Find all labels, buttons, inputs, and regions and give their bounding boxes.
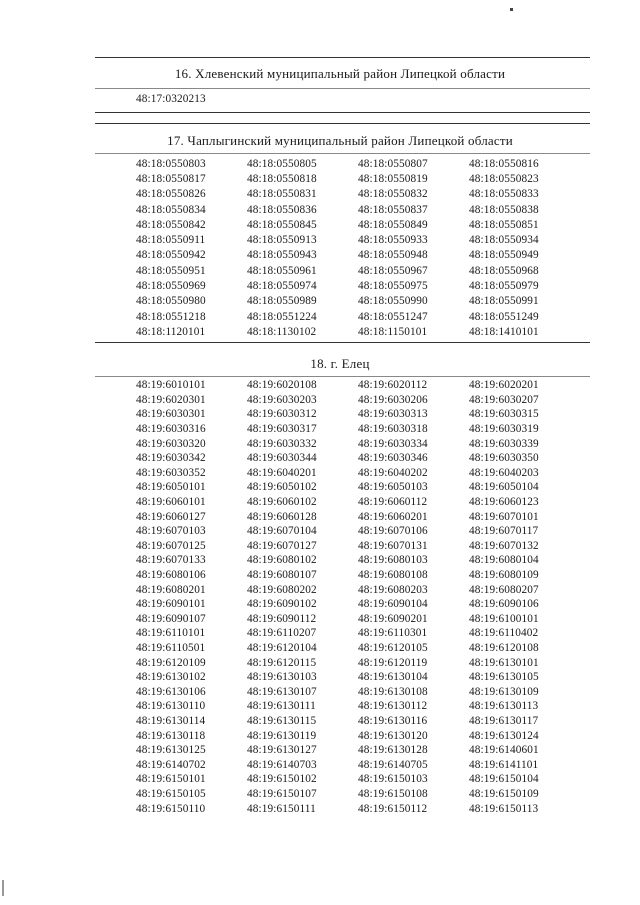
section-18-header-rule [95,376,590,377]
cadastral-code: 48:19:6060112 [358,496,428,509]
section-17-title: 17. Чаплыгинский муниципальный район Липецкой области [167,133,513,148]
table-row [100,553,580,568]
table-row [100,480,580,495]
cadastral-code: 48:18:0550948 [358,249,428,262]
cadastral-code: 48:19:6070133 [136,554,206,567]
section-16-header-rule [95,88,590,89]
cadastral-code: 48:19:6040201 [247,466,317,479]
cadastral-code: 48:18:0550967 [358,264,428,277]
table-row [100,324,580,339]
section-18-title: 18. г. Елец [310,356,370,371]
cadastral-code: 48:19:6030320 [136,437,206,450]
cadastral-code: 48:18:0550911 [136,234,206,247]
cadastral-code: 48:19:6030342 [136,452,206,465]
cadastral-code: 48:18:0550832 [358,188,428,201]
table-row [100,156,580,171]
cadastral-code: 48:19:6141101 [469,758,539,771]
table-row [100,539,580,554]
table-row [100,612,580,627]
cadastral-code: 48:19:6130125 [136,744,206,757]
table-row [100,743,580,758]
cadastral-code: 48:19:6110101 [136,627,206,640]
cadastral-code: 48:19:6090112 [247,612,317,625]
table-row [100,171,580,186]
section-18-codes [100,378,580,816]
cadastral-code: 48:18:0550842 [136,218,206,231]
table-row [100,626,580,641]
cadastral-code: 48:19:6030316 [136,423,206,436]
cadastral-code: 48:19:6040202 [358,466,428,479]
table-row [100,451,580,466]
cadastral-code: 48:19:6110402 [469,627,539,640]
table-row [100,217,580,232]
cadastral-code: 48:18:0550816 [469,157,539,170]
cadastral-code: 48:18:0550990 [358,295,428,308]
cadastral-code: 48:19:6080104 [469,554,539,567]
cadastral-code: 48:19:6120109 [136,656,206,669]
cadastral-code: 48:19:6130107 [247,685,317,698]
cadastral-code: 48:19:6090101 [136,598,206,611]
cadastral-code: 48:19:6030207 [469,393,539,406]
cadastral-code: 48:19:6150101 [136,773,206,786]
cadastral-code: 48:19:6130104 [358,671,428,684]
cadastral-code: 48:19:6030332 [247,437,317,450]
cadastral-code: 48:19:6070125 [136,539,206,552]
cadastral-code: 48:19:6090102 [247,598,317,611]
cadastral-code: 48:18:0550845 [247,218,317,231]
cadastral-code: 48:18:0551218 [136,310,206,323]
scan-speck [510,8,513,11]
cadastral-code: 48:19:6130108 [358,685,428,698]
table-row [100,407,580,422]
cadastral-code: 48:18:0550849 [358,218,428,231]
cadastral-code: 48:19:6130124 [469,729,539,742]
cadastral-code: 48:19:6030352 [136,466,206,479]
table-row [100,641,580,656]
table-row [100,655,580,670]
cadastral-code: 48:19:6080207 [469,583,539,596]
cadastral-code: 48:18:0550834 [136,203,206,216]
scan-speck [2,880,4,896]
cadastral-code: 48:18:0550831 [247,188,317,201]
table-row [100,436,580,451]
section-16-codes [100,91,580,106]
cadastral-code: 48:19:6130111 [247,700,316,713]
cadastral-code: 48:19:6090104 [358,598,428,611]
cadastral-code: 48:18:0550819 [358,172,428,185]
table-row [100,232,580,247]
cadastral-code: 48:19:6130112 [358,700,428,713]
cadastral-code: 48:18:0550951 [136,264,206,277]
cadastral-code: 48:19:6090107 [136,612,206,625]
section-17-bottom-rule [95,342,590,343]
cadastral-code: 48:18:0550833 [469,188,539,201]
table-row [100,91,580,106]
cadastral-code: 48:19:6120108 [469,641,539,654]
table-row [100,294,580,309]
cadastral-code: 48:18:0550805 [247,157,317,170]
cadastral-code: 48:18:0550943 [247,249,317,262]
cadastral-code: 48:19:6020301 [136,393,206,406]
cadastral-code: 48:19:6150108 [358,787,428,800]
cadastral-code: 48:18:0550837 [358,203,428,216]
cadastral-code: 48:19:6040203 [469,466,539,479]
cadastral-code: 48:19:6060102 [247,496,317,509]
cadastral-code: 48:19:6090106 [469,598,539,611]
table-row [100,728,580,743]
cadastral-code: 48:19:6020112 [358,379,428,392]
cadastral-code: 48:18:0550851 [469,218,539,231]
cadastral-code: 48:19:6080103 [358,554,428,567]
cadastral-code: 48:19:6130116 [358,714,428,727]
table-row [100,187,580,202]
section-17-top-rule [95,123,590,124]
cadastral-code: 48:19:6070117 [469,525,539,538]
cadastral-code: 48:19:6150102 [247,773,317,786]
cadastral-code: 48:19:6030315 [469,408,539,421]
cadastral-code: 48:19:6130120 [358,729,428,742]
table-row [100,466,580,481]
cadastral-code: 48:19:6060101 [136,496,206,509]
cadastral-code: 48:19:6110301 [358,627,428,640]
cadastral-code: 48:18:0550823 [469,172,539,185]
cadastral-code: 48:19:6030313 [358,408,428,421]
cadastral-code: 48:19:6030206 [358,393,428,406]
table-row [100,278,580,293]
table-row [100,582,580,597]
table-row [100,524,580,539]
cadastral-code: 48:19:6150110 [136,802,206,815]
cadastral-code: 48:19:6060127 [136,510,206,523]
cadastral-code: 48:19:6020108 [247,379,317,392]
cadastral-code: 48:19:6120115 [247,656,317,669]
table-row [100,772,580,787]
table-row [100,248,580,263]
cadastral-code: 48:18:0550961 [247,264,317,277]
cadastral-code: 48:19:6080201 [136,583,206,596]
cadastral-code: 48:19:6120105 [358,641,428,654]
section-16-bottom-rule [95,112,590,113]
cadastral-code: 48:19:6130117 [469,714,539,727]
cadastral-code: 48:19:6070103 [136,525,206,538]
cadastral-code: 48:19:6010101 [136,379,206,392]
cadastral-code: 48:19:6030318 [358,423,428,436]
section-16-top-rule [95,57,590,58]
table-row [100,699,580,714]
table-row [100,757,580,772]
table-row [100,684,580,699]
table-row [100,597,580,612]
cadastral-code: 48:19:6130106 [136,685,206,698]
cadastral-code: 48:19:6150109 [469,787,539,800]
cadastral-code: 48:18:1150101 [358,325,428,338]
cadastral-code: 48:19:6030317 [247,423,317,436]
cadastral-code: 48:18:0550979 [469,280,539,293]
cadastral-code: 48:18:0550817 [136,172,206,185]
cadastral-code: 48:19:6130109 [469,685,539,698]
cadastral-code: 48:19:6050104 [469,481,539,494]
cadastral-code: 48:19:6150112 [358,802,428,815]
cadastral-code: 48:18:0550974 [247,280,317,293]
cadastral-code: 48:19:6070131 [358,539,428,552]
cadastral-code: 48:19:6080202 [247,583,317,596]
cadastral-code: 48:19:6070101 [469,510,539,523]
cadastral-code: 48:18:0550980 [136,295,206,308]
cadastral-code: 48:19:6050101 [136,481,206,494]
cadastral-code: 48:19:6130128 [358,744,428,757]
cadastral-code: 48:19:6030346 [358,452,428,465]
cadastral-code: 48:19:6050102 [247,481,317,494]
cadastral-code: 48:19:6100101 [469,612,539,625]
cadastral-code: 48:19:6030301 [136,408,206,421]
cadastral-code: 48:19:6060128 [247,510,317,523]
cadastral-code: 48:19:6020201 [469,379,539,392]
cadastral-code: 48:18:0550969 [136,280,206,293]
cadastral-code: 48:19:6150113 [469,802,539,815]
cadastral-code: 48:19:6140601 [469,744,539,757]
cadastral-code: 48:18:0550989 [247,295,317,308]
cadastral-code: 48:19:6130113 [469,700,539,713]
cadastral-code: 48:19:6070132 [469,539,539,552]
cadastral-code: 48:19:6130119 [247,729,317,742]
cadastral-code: 48:19:6080108 [358,569,428,582]
cadastral-code: 48:18:0550933 [358,234,428,247]
cadastral-code: 48:19:6080109 [469,569,539,582]
cadastral-code: 48:18:0550968 [469,264,539,277]
table-row [100,714,580,729]
cadastral-code: 48:19:6080203 [358,583,428,596]
cadastral-code: 48:19:6150104 [469,773,539,786]
cadastral-code: 48:19:6110501 [136,641,206,654]
cadastral-code: 48:19:6030344 [247,452,317,465]
cadastral-code: 48:18:1410101 [469,325,539,338]
cadastral-code: 48:19:6090201 [358,612,428,625]
cadastral-code: 48:19:6130115 [247,714,317,727]
cadastral-code: 48:18:0550942 [136,249,206,262]
cadastral-code: 48:18:0550949 [469,249,539,262]
cadastral-code: 48:19:6030319 [469,423,539,436]
cadastral-code: 48:19:6070106 [358,525,428,538]
table-row [100,263,580,278]
cadastral-code: 48:19:6080102 [247,554,317,567]
table-row [100,670,580,685]
cadastral-code: 48:18:0550803 [136,157,206,170]
cadastral-code: 48:19:6120104 [247,641,317,654]
cadastral-code: 48:18:0550934 [469,234,539,247]
cadastral-code: 48:19:6030339 [469,437,539,450]
table-row [100,202,580,217]
cadastral-code: 48:19:6030350 [469,452,539,465]
cadastral-code: 48:18:0551249 [469,310,539,323]
cadastral-code: 48:19:6150111 [247,802,316,815]
cadastral-code: 48:18:1130102 [247,325,317,338]
cadastral-code: 48:19:6140703 [247,758,317,771]
cadastral-code: 48:18:0550991 [469,295,539,308]
cadastral-code: 48:19:6070104 [247,525,317,538]
table-row [100,801,580,816]
cadastral-code: 48:19:6130102 [136,671,206,684]
cadastral-code: 48:18:0550975 [358,280,428,293]
table-row [100,309,580,324]
cadastral-code: 48:19:6130101 [469,656,539,669]
cadastral-code: 48:19:6130118 [136,729,206,742]
section-17-header-rule [95,153,590,154]
cadastral-code: 48:19:6140702 [136,758,206,771]
cadastral-code: 48:19:6070127 [247,539,317,552]
cadastral-code: 48:17:0320213 [136,92,206,105]
cadastral-code: 48:19:6150103 [358,773,428,786]
cadastral-code: 48:18:0550818 [247,172,317,185]
cadastral-code: 48:19:6130110 [136,700,206,713]
section-17-codes [100,156,580,340]
cadastral-code: 48:19:6130114 [136,714,206,727]
cadastral-code: 48:19:6060123 [469,496,539,509]
section-16-title: 16. Хлевенский муниципальный район Липецкой области [174,66,506,81]
cadastral-code: 48:18:0550836 [247,203,317,216]
cadastral-code: 48:19:6150107 [247,787,317,800]
cadastral-code: 48:19:6060201 [358,510,428,523]
cadastral-code: 48:19:6030334 [358,437,428,450]
table-row [100,787,580,802]
cadastral-code: 48:19:6130105 [469,671,539,684]
cadastral-code: 48:19:6130127 [247,744,317,757]
cadastral-code: 48:19:6080106 [136,569,206,582]
cadastral-code: 48:19:6150105 [136,787,206,800]
cadastral-code: 48:18:0550913 [247,234,317,247]
cadastral-code: 48:19:6050103 [358,481,428,494]
cadastral-code: 48:19:6130103 [247,671,317,684]
cadastral-code: 48:18:0550826 [136,188,206,201]
cadastral-code: 48:18:0551224 [247,310,317,323]
table-row [100,568,580,583]
cadastral-code: 48:19:6080107 [247,569,317,582]
cadastral-code: 48:18:1120101 [136,325,206,338]
cadastral-code: 48:19:6110207 [247,627,317,640]
cadastral-code: 48:18:0551247 [358,310,428,323]
table-row [100,422,580,437]
cadastral-code: 48:19:6030312 [247,408,317,421]
cadastral-code: 48:19:6140705 [358,758,428,771]
table-row [100,393,580,408]
table-row [100,495,580,510]
cadastral-code: 48:19:6030203 [247,393,317,406]
cadastral-code: 48:18:0550807 [358,157,428,170]
cadastral-code: 48:18:0550838 [469,203,539,216]
table-row [100,509,580,524]
table-row [100,378,580,393]
cadastral-code: 48:19:6120119 [358,656,428,669]
